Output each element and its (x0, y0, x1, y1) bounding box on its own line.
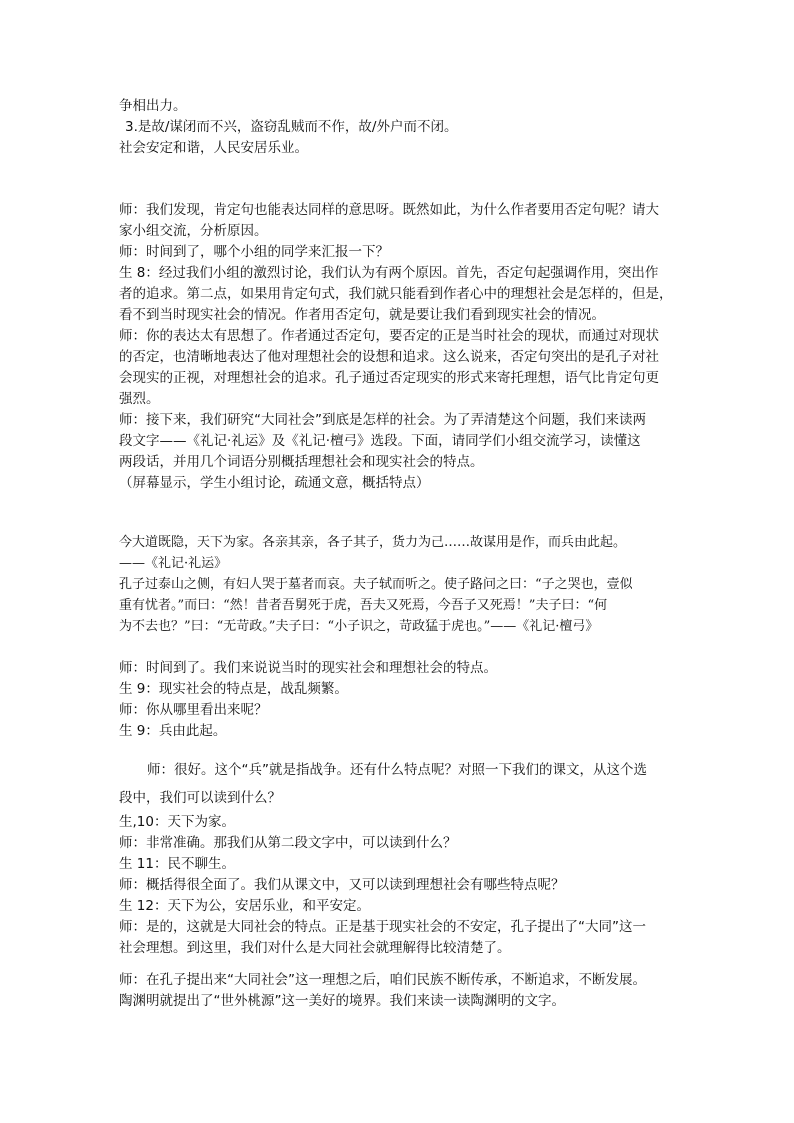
text-line: 孔子过泰山之侧，有妇人哭于墓者而哀。夫子轼而听之。使子路问之曰：“子之哭也，壹似 (119, 577, 633, 592)
text-line: 生 8：经过我们小组的激烈讨论，我们认为有两个原因。首先，否定句起强调作用，突出作 (119, 265, 659, 281)
text-line: 段中，我们可以读到什么？ (119, 790, 281, 806)
text-line: 重有忧者。”而曰：“然！昔者吾舅死于虎，吾夫又死焉，今吾子又死焉！”夫子曰：“何 (119, 598, 608, 613)
text-line: 师：我们发现，肯定句也能表达同样的意思呀。既然如此，为什么作者要用否定句呢？请大 (119, 202, 659, 218)
text-line: 师：你从哪里看出来呢？ (119, 702, 268, 718)
text-block-5 (119, 756, 685, 959)
text-block-2 (119, 200, 685, 494)
text-line: 的否定，也清晰地表达了他对理想社会的设想和追求。这么说来，否定句突出的是孔子对社 (119, 349, 659, 365)
text-line: 社会安定和谐，人民安居乐业。 (119, 140, 308, 156)
text-line: 师：很好。这个“兵”就是指战争。还有什么特点呢？对照一下我们的课文，从这个选 (147, 762, 647, 778)
text-line: 师：接下来，我们研究“大同社会”到底是怎样的社会。为了弄清楚这个问题，我们来读两 (119, 412, 646, 428)
text-line: 两段话，并用几个词语分别概括理想社会和现实社会的特点。 (119, 454, 484, 470)
text-line: ——《礼记·礼运》 (119, 556, 228, 571)
text-line: 者的追求。第二点，如果用肯定句式，我们就只能看到作者心中的理想社会是怎样的，但是， (119, 286, 673, 302)
text-line: 生,10：天下为家。 (119, 814, 235, 830)
text-line: 师：你的表达太有思想了。作者通过否定句，要否定的正是当时社会的现状，而通过对现状 (119, 328, 659, 344)
text-line: 强烈。 (119, 391, 160, 407)
text-line: 师：概括得很全面了。我们从课文中，又可以读到理想社会有哪些特点呢？ (119, 877, 565, 893)
text-line: 师：在孔子提出来“大同社会”这一理想之后，咱们民族不断传承，不断追求，不断发展。 (119, 972, 646, 988)
text-block-1 (119, 96, 685, 159)
text-line: 看不到当时现实社会的情况。作者用否定句，就是要让我们看到现实社会的情况。 (119, 307, 605, 323)
text-line: 3.是故/谋闭而不兴，盗窃乱贼而不作，故/外户而不闭。 (125, 119, 458, 135)
text-line: 会现实的正视，对理想社会的追求。孔子通过否定现实的形式来寄托理想，语气比肯定句更 (119, 370, 659, 386)
text-line: 为不去也？”曰：“无苛政。”夫子曰：“小子识之，苛政猛于虎也。”——《礼记·檀弓》 (119, 619, 599, 634)
quoted-passages (119, 532, 685, 637)
text-line: 生 12：天下为公，安居乐业，和平安定。 (119, 898, 370, 914)
text-line: 家小组交流，分析原因。 (119, 223, 268, 239)
text-line: 生 9：兵由此起。 (119, 723, 227, 739)
text-line: 陶渊明就提出了“世外桃源”这一美好的境界。我们来读一读陶渊明的文字。 (119, 993, 565, 1009)
text-line: 生 9：现实社会的特点是，战乱频繁。 (119, 681, 348, 697)
text-line: 社会理想。到这里，我们对什么是大同社会就理解得比较清楚了。 (119, 940, 511, 956)
text-line: 生 11：民不聊生。 (119, 856, 235, 872)
text-line: 争相出力。 (119, 98, 187, 114)
text-line: 师：非常准确。那我们从第二段文字中，可以读到什么？ (119, 835, 457, 851)
text-line: 师：时间到了。我们来说说当时的现实社会和理想社会的特点。 (119, 660, 497, 676)
text-line: 师：时间到了，哪个小组的同学来汇报一下？ (119, 244, 389, 260)
text-block-6 (119, 970, 685, 1012)
text-line: （屏幕显示，学生小组讨论，疏通文意，概括特点） (119, 475, 430, 491)
text-block-4 (119, 658, 685, 742)
text-line: 段文字——《礼记·礼运》及《礼记·檀弓》选段。下面，请同学们小组交流学习，读懂这 (119, 433, 641, 449)
text-line: 师：是的，这就是大同社会的特点。正是基于现实社会的不安定，孔子提出了“大同”这一 (119, 919, 646, 935)
text-line: 今大道既隐，天下为家。各亲其亲，各子其子，货力为己……故谋用是作，而兵由此起。 (119, 535, 627, 550)
